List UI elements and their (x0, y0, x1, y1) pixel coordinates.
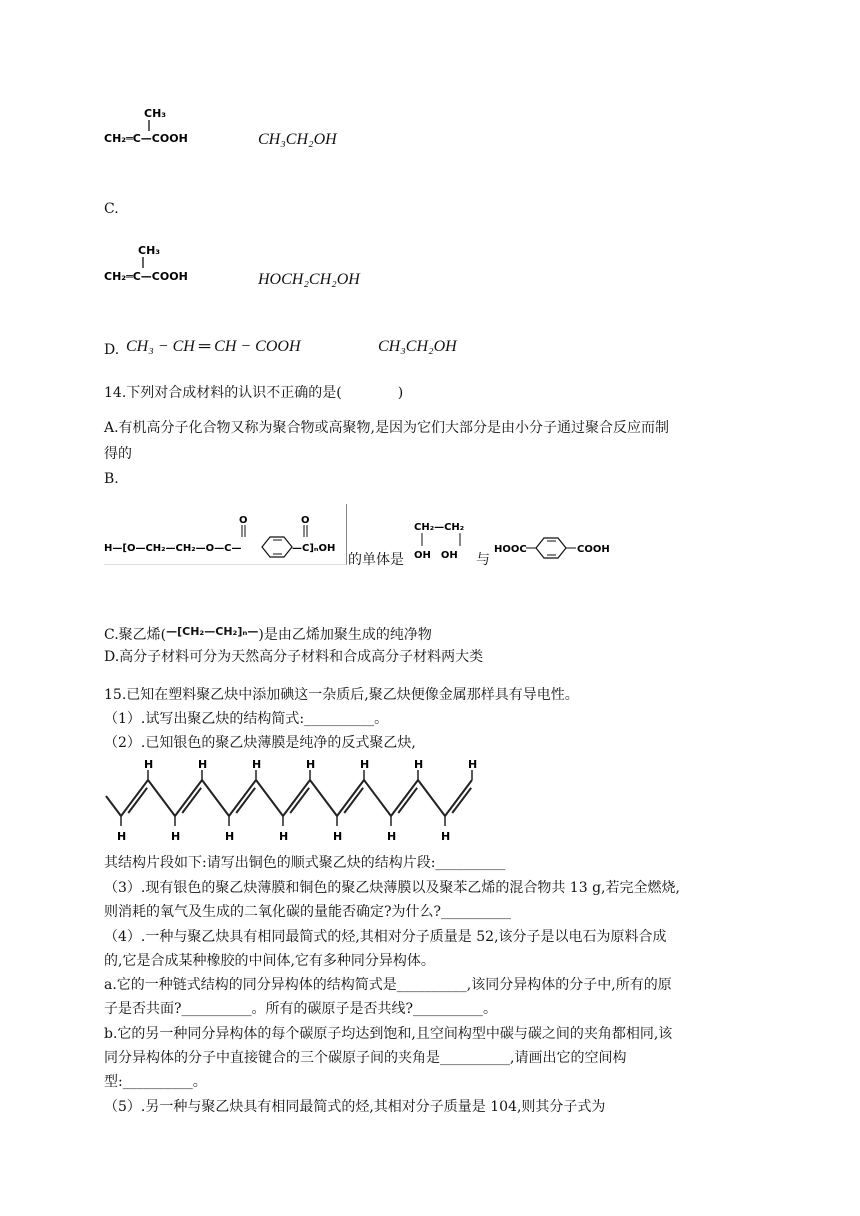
chain-bond (445, 780, 472, 816)
chain-bond (256, 780, 283, 816)
q15-part2-structure-prompt: 其结构片段如下:请写出铜色的顺式聚乙炔的结构片段:__________ (104, 855, 506, 871)
q14-b-and: 与 (476, 552, 490, 568)
chain-bond (175, 780, 202, 816)
q15-part3-line2: 则消耗的氧气及生成的二氧化碳的量能否确定?为什么?__________ (104, 904, 512, 920)
q15-part4b-line2: 同分异构体的分子中直接键合的三个碳原子间的夹角是__________,请画出它的空间构 (104, 1050, 627, 1066)
q14-option-b-label: B. (104, 471, 119, 487)
hydrogen-atom-label: H (144, 758, 154, 771)
q14-b-monomer-terephthalic-acid (494, 532, 624, 564)
pet-polymer-structure (104, 504, 346, 564)
q15-part1: （1）.试写出聚乙炔的结构简式:__________。 (104, 711, 389, 727)
chain-bond (283, 780, 310, 816)
methacrylic-acid-structure (104, 100, 214, 150)
q15-part4-line2: 的,它是合成某种橡胶的中间体,它有多种同分异构体。 (104, 953, 435, 969)
q15-part3-line1: （3）.现有银色的聚乙炔薄膜和铜色的聚乙炔薄膜以及聚苯乙烯的混合物共 13 g,若完全燃烧, (104, 880, 680, 896)
hydrogen-atom-label: H (171, 830, 181, 843)
hydrogen-atom-label: H (117, 830, 127, 843)
monomer1-bottom: OH OH (414, 550, 458, 561)
chain-double-bond (452, 788, 471, 813)
polyacetylene-chain (104, 758, 484, 848)
q14-b-monomer-text: 的单体是 (348, 552, 404, 568)
chain-double-bond (182, 788, 201, 813)
main-chain-label: CH₂═C—COOH (104, 270, 188, 283)
option-b-structure-1 (104, 100, 214, 150)
hydrogen-atom-label: H (252, 758, 262, 771)
q15-part4b-line1: b.它的另一种同分异构体的每个碳原子均达到饱和,且空间构型中碳与碳之间的夹角都相同,该 (104, 1026, 673, 1042)
q14-stem: 14.下列对合成材料的认识不正确的是( ) (104, 385, 404, 401)
hydrogen-atom-label: H (360, 758, 370, 771)
option-d-crotonic-acid: CH₃ − CH ═ CH − COOH (126, 338, 301, 355)
methyl-group-label: CH₃ (138, 244, 161, 257)
svg-text:O: O (301, 515, 310, 526)
hydrogen-atom-label: H (225, 830, 235, 843)
ethylene-glycol-structure (412, 518, 476, 564)
main-chain-label: CH₂═C—COOH (104, 132, 188, 145)
hydrogen-atom-label: H (441, 830, 451, 843)
q14-option-a-line1: A.有机高分子化合物又称为聚合物或高聚物,是因为它们大部分是由小分子通过聚合反应而制 (104, 420, 670, 436)
chain-double-bond (290, 788, 309, 813)
hydrogen-atom-label: H (198, 758, 208, 771)
q14-b-polymer-box (104, 504, 347, 565)
q14-option-c (104, 621, 432, 646)
q14-c-post: )是由乙烯加聚生成的纯净物 (258, 627, 432, 643)
q14-option-d: D.高分子材料可分为天然高分子材料和合成高分子材料两大类 (104, 649, 484, 665)
hydrogen-atom-label: H (279, 830, 289, 843)
q15-stem: 15.已知在塑料聚乙炔中添加碘这一杂质后,聚乙炔便像金属那样具有导电性。 (104, 687, 579, 703)
hydrogen-atom-label: H (387, 830, 397, 843)
trans-polyacetylene-diagram (104, 758, 484, 848)
q14-c-pre: C.聚乙烯( (104, 627, 167, 643)
methyl-group-label: CH₃ (144, 107, 167, 120)
methacrylic-acid-structure-c (104, 240, 214, 290)
hydrogen-atom-label: H (468, 758, 478, 771)
q14-option-a-line2: 得的 (104, 446, 132, 462)
svg-text:—C]ₙOH: —C]ₙOH (292, 543, 336, 554)
chain-bond (202, 780, 229, 816)
chain-bond (364, 780, 391, 816)
svg-text:O: O (239, 515, 248, 526)
chain-bond (229, 780, 256, 816)
chain-bond (337, 780, 364, 816)
svg-text:H—[O—CH₂—CH₂—O—C—: H—[O—CH₂—CH₂—O—C— (104, 543, 242, 554)
chain-double-bond (128, 788, 147, 813)
option-d-ethanol: CH₃CH₂OH (378, 338, 457, 355)
terephthalic-acid-structure (494, 532, 624, 564)
monomer1-top: CH₂—CH₂ (414, 522, 465, 533)
chain-bond (121, 780, 148, 816)
hydrogen-atom-label: H (306, 758, 316, 771)
chain-bond (310, 780, 337, 816)
chain-double-bond (344, 788, 363, 813)
chain-double-bond (236, 788, 255, 813)
option-d-label: D. (104, 342, 120, 358)
q15-part5: （5）.另一种与聚乙炔具有相同最简式的烃,其相对分子质量是 104,则其分子式为 (104, 1099, 606, 1115)
option-c-ethylene-glycol: HOCH₂CH₂OH (258, 271, 360, 288)
q15-part4b-line3: 型:__________。 (104, 1074, 207, 1090)
q15-part4a-line1: a.它的一种链式结构的同分异构体的结构简式是__________,该同分异构体的分子中,所有的原 (104, 977, 672, 993)
chain-bond (148, 780, 175, 816)
q15-part2: （2）.已知银色的聚乙炔薄膜是纯净的反式聚乙炔, (104, 735, 416, 751)
chain-bond (106, 796, 121, 816)
q14-b-monomer-ethylene-glycol (412, 518, 476, 564)
chain-bond (418, 780, 445, 816)
hydrogen-atom-label: H (333, 830, 343, 843)
monomer2-right: COOH (577, 544, 610, 555)
q15-part4-line1: （4）.一种与聚乙炔具有相同最简式的烃,其相对分子质量是 52,该分子是以电石为原料合成 (104, 929, 667, 945)
option-c-label: C. (104, 201, 119, 217)
option-b-ethanol: CH₃CH₂OH (258, 131, 337, 148)
chain-double-bond (398, 788, 417, 813)
q15-part4a-line2: 子是否共面?__________。所有的碳原子是否共线?__________。 (104, 1001, 498, 1017)
option-c-structure-1 (104, 240, 214, 290)
hydrogen-atom-label: H (414, 758, 424, 771)
monomer2-left: HOOC (494, 544, 527, 555)
chain-bond (391, 780, 418, 816)
q14-c-formula: —[CH₂—CH₂]ₙ— (166, 625, 259, 638)
